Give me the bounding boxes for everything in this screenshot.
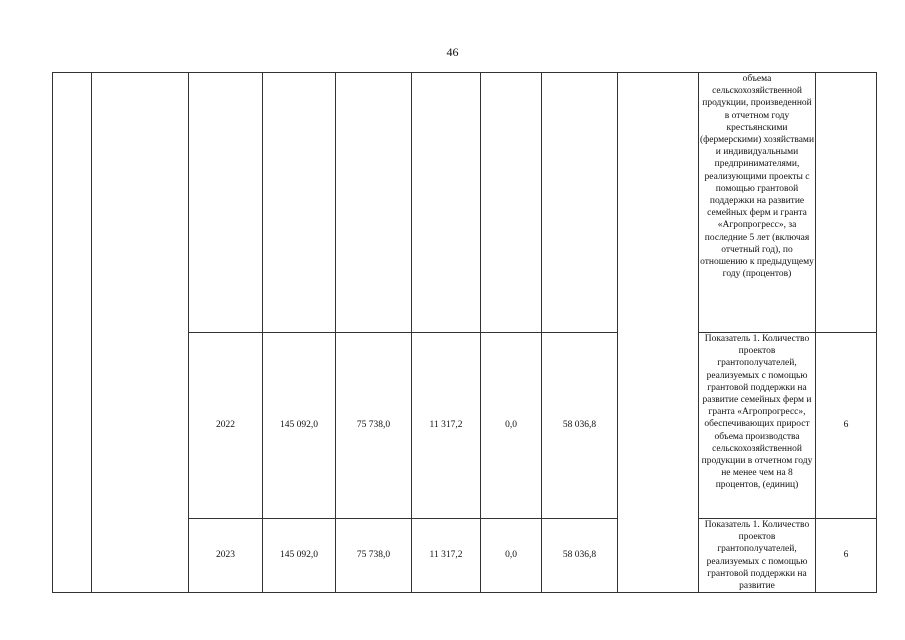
indicator-cell (699, 333, 816, 519)
indicator-text: объема сельскохозяйственной продукции, произведенной в отчетном году крестьянскими (фермерскими) хозяйствами и индивидуальными предпринимателями, реализующими проекты с помощью грантовой поддержки на развитие семейных ферм и гранта «Агропрогресс», за последние 5 лет (включая отчетный год), по отношению к предыдущему году (процентов) (699, 74, 815, 280)
number-cell (53, 73, 92, 593)
measure-name-cell (92, 73, 189, 593)
indicator-value-cell (816, 73, 877, 333)
program-funding-table (52, 72, 877, 593)
regional-budget-cell: 11 317,2 (412, 519, 481, 593)
local-budget-cell: 0,0 (481, 333, 542, 519)
indicator-cell (699, 519, 816, 593)
year-cell: 2023 (189, 519, 263, 593)
indicator-text: Показатель 1. Количество проектов грантополучателей, реализуемых с помощью грантовой поддержки на развитие (704, 520, 810, 592)
federal-budget-cell: 75 738,0 (336, 333, 412, 519)
page-number: 46 (446, 45, 459, 59)
regional-budget-cell: 11 317,2 (412, 333, 481, 519)
extrabudgetary-cell: 58 036,8 (542, 519, 618, 593)
table-row (53, 73, 877, 333)
extrabudgetary-cell: 58 036,8 (542, 333, 618, 519)
indicator-value-cell: 6 (816, 519, 877, 593)
federal-budget-cell (336, 73, 412, 333)
year-cell (189, 73, 263, 333)
extrabudgetary-cell (542, 73, 618, 333)
local-budget-cell: 0,0 (481, 519, 542, 593)
regional-budget-cell (412, 73, 481, 333)
total-funding-cell: 145 092,0 (263, 519, 336, 593)
indicator-value-cell: 6 (816, 333, 877, 519)
indicator-text: Показатель 1. Количество проектов грантополучателей, реализуемых с помощью грантовой поддержки на развитие семейных ферм и гранта «Агропрогресс», обеспечивающих прирост объема производства сельскохозяйственной продукции в отчетном году не менее чем на 8 процентов, (единиц) (701, 334, 813, 491)
indicator-cell (699, 73, 816, 333)
federal-budget-cell: 75 738,0 (336, 519, 412, 593)
total-funding-cell: 145 092,0 (263, 333, 336, 519)
local-budget-cell (481, 73, 542, 333)
year-cell: 2022 (189, 333, 263, 519)
executor-cell (618, 73, 699, 593)
total-funding-cell (263, 73, 336, 333)
